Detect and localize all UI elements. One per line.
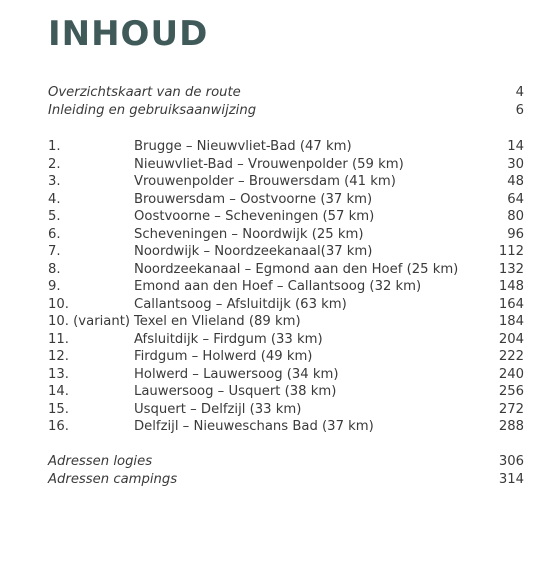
toc-entry-title: Inleiding en gebruiksaanwijzing — [48, 102, 257, 118]
route-title: Emond aan den Hoef – Callantsoog (32 km) — [134, 279, 422, 294]
toc-entry-page: 314 — [498, 471, 524, 487]
route-title: Lauwersoog – Usquert (38 km) — [134, 384, 337, 399]
route-page: 96 — [507, 226, 524, 242]
appendix-list — [48, 453, 524, 488]
route-number: 4. — [48, 191, 61, 207]
route-title: Nieuwvliet-Bad – Vrouwenpolder (59 km) — [134, 156, 404, 172]
route-entry — [48, 366, 524, 384]
route-title: Vrouwenpolder – Brouwersdam (41 km) — [134, 174, 396, 189]
route-entry — [48, 313, 524, 331]
route-number: 8. — [48, 261, 61, 277]
route-number: 12. — [48, 349, 69, 364]
toc-entry-page: 4 — [515, 85, 524, 100]
route-title: Texel en Vlieland (89 km) — [134, 314, 301, 329]
route-number: 10. — [48, 296, 69, 312]
route-entry — [48, 383, 524, 401]
route-title: Callantsoog – Afsluitdijk (63 km) — [134, 296, 347, 312]
route-entry — [48, 401, 524, 419]
route-number: 2. — [48, 156, 61, 172]
route-page: 164 — [498, 296, 524, 312]
toc-entry-page: 6 — [515, 102, 524, 118]
route-entry — [48, 278, 524, 296]
route-entry — [48, 208, 524, 226]
route-page: 204 — [498, 331, 524, 347]
route-page: 272 — [498, 401, 524, 417]
toc-entry-title: Adressen campings — [48, 471, 178, 487]
route-number: 16. — [48, 419, 69, 434]
route-number: 1. — [48, 139, 61, 154]
route-title: Scheveningen – Noordwijk (25 km) — [134, 226, 364, 242]
route-entry — [48, 418, 524, 436]
route-number: 15. — [48, 401, 69, 417]
route-entry — [48, 191, 524, 209]
route-page: 132 — [498, 261, 524, 277]
route-title: Brugge – Nieuwvliet-Bad (47 km) — [134, 139, 352, 154]
route-title: Delfzijl – Nieuweschans Bad (37 km) — [134, 419, 374, 434]
route-page: 240 — [498, 366, 524, 382]
route-page: 256 — [498, 384, 524, 399]
route-number: 9. — [48, 279, 61, 294]
route-entry — [48, 331, 524, 349]
route-page: 80 — [507, 209, 524, 224]
toc-entry-title: Overzichtskaart van de route — [48, 85, 241, 100]
route-entry — [48, 226, 524, 244]
route-title: Oostvoorne – Scheveningen (57 km) — [134, 209, 375, 224]
route-page: 288 — [498, 419, 524, 434]
route-number: 13. — [48, 366, 69, 382]
route-page: 148 — [498, 279, 524, 294]
toc-entry — [48, 453, 524, 471]
route-number: 7. — [48, 244, 61, 259]
route-title: Noordzeekanaal – Egmond aan den Hoef (25 km) — [134, 261, 459, 277]
route-page: 14 — [507, 139, 524, 154]
toc-entry — [48, 84, 524, 102]
route-title: Firdgum – Holwerd (49 km) — [134, 349, 313, 364]
intro-list — [48, 84, 524, 119]
route-page: 222 — [498, 349, 524, 364]
page-title: INHOUD — [48, 14, 209, 54]
route-title: Brouwersdam – Oostvoorne (37 km) — [134, 191, 373, 207]
route-page: 64 — [507, 191, 524, 207]
route-entry — [48, 348, 524, 366]
route-title: Holwerd – Lauwersoog (34 km) — [134, 366, 339, 382]
route-entry — [48, 296, 524, 314]
route-title: Usquert – Delfzijl (33 km) — [134, 401, 302, 417]
route-number: 14. — [48, 384, 69, 399]
toc-entry — [48, 102, 524, 120]
route-number: 10. (variant) — [48, 314, 131, 329]
route-number: 11. — [48, 331, 69, 347]
route-entry — [48, 261, 524, 279]
route-page: 30 — [507, 156, 524, 172]
route-page: 184 — [498, 314, 524, 329]
route-number: 5. — [48, 209, 61, 224]
route-title: Noordwijk – Noordzeekanaal(37 km) — [134, 244, 373, 259]
route-title: Afsluitdijk – Firdgum (33 km) — [134, 331, 323, 347]
toc-entry-page: 306 — [498, 454, 524, 469]
toc-entry — [48, 471, 524, 489]
route-number: 3. — [48, 174, 61, 189]
toc-entry-title: Adressen logies — [48, 454, 153, 469]
route-page: 48 — [507, 174, 524, 189]
route-list — [48, 138, 524, 436]
route-number: 6. — [48, 226, 61, 242]
route-entry — [48, 173, 524, 191]
route-entry — [48, 138, 524, 156]
route-entry — [48, 243, 524, 261]
route-page: 112 — [498, 244, 524, 259]
route-entry — [48, 156, 524, 174]
